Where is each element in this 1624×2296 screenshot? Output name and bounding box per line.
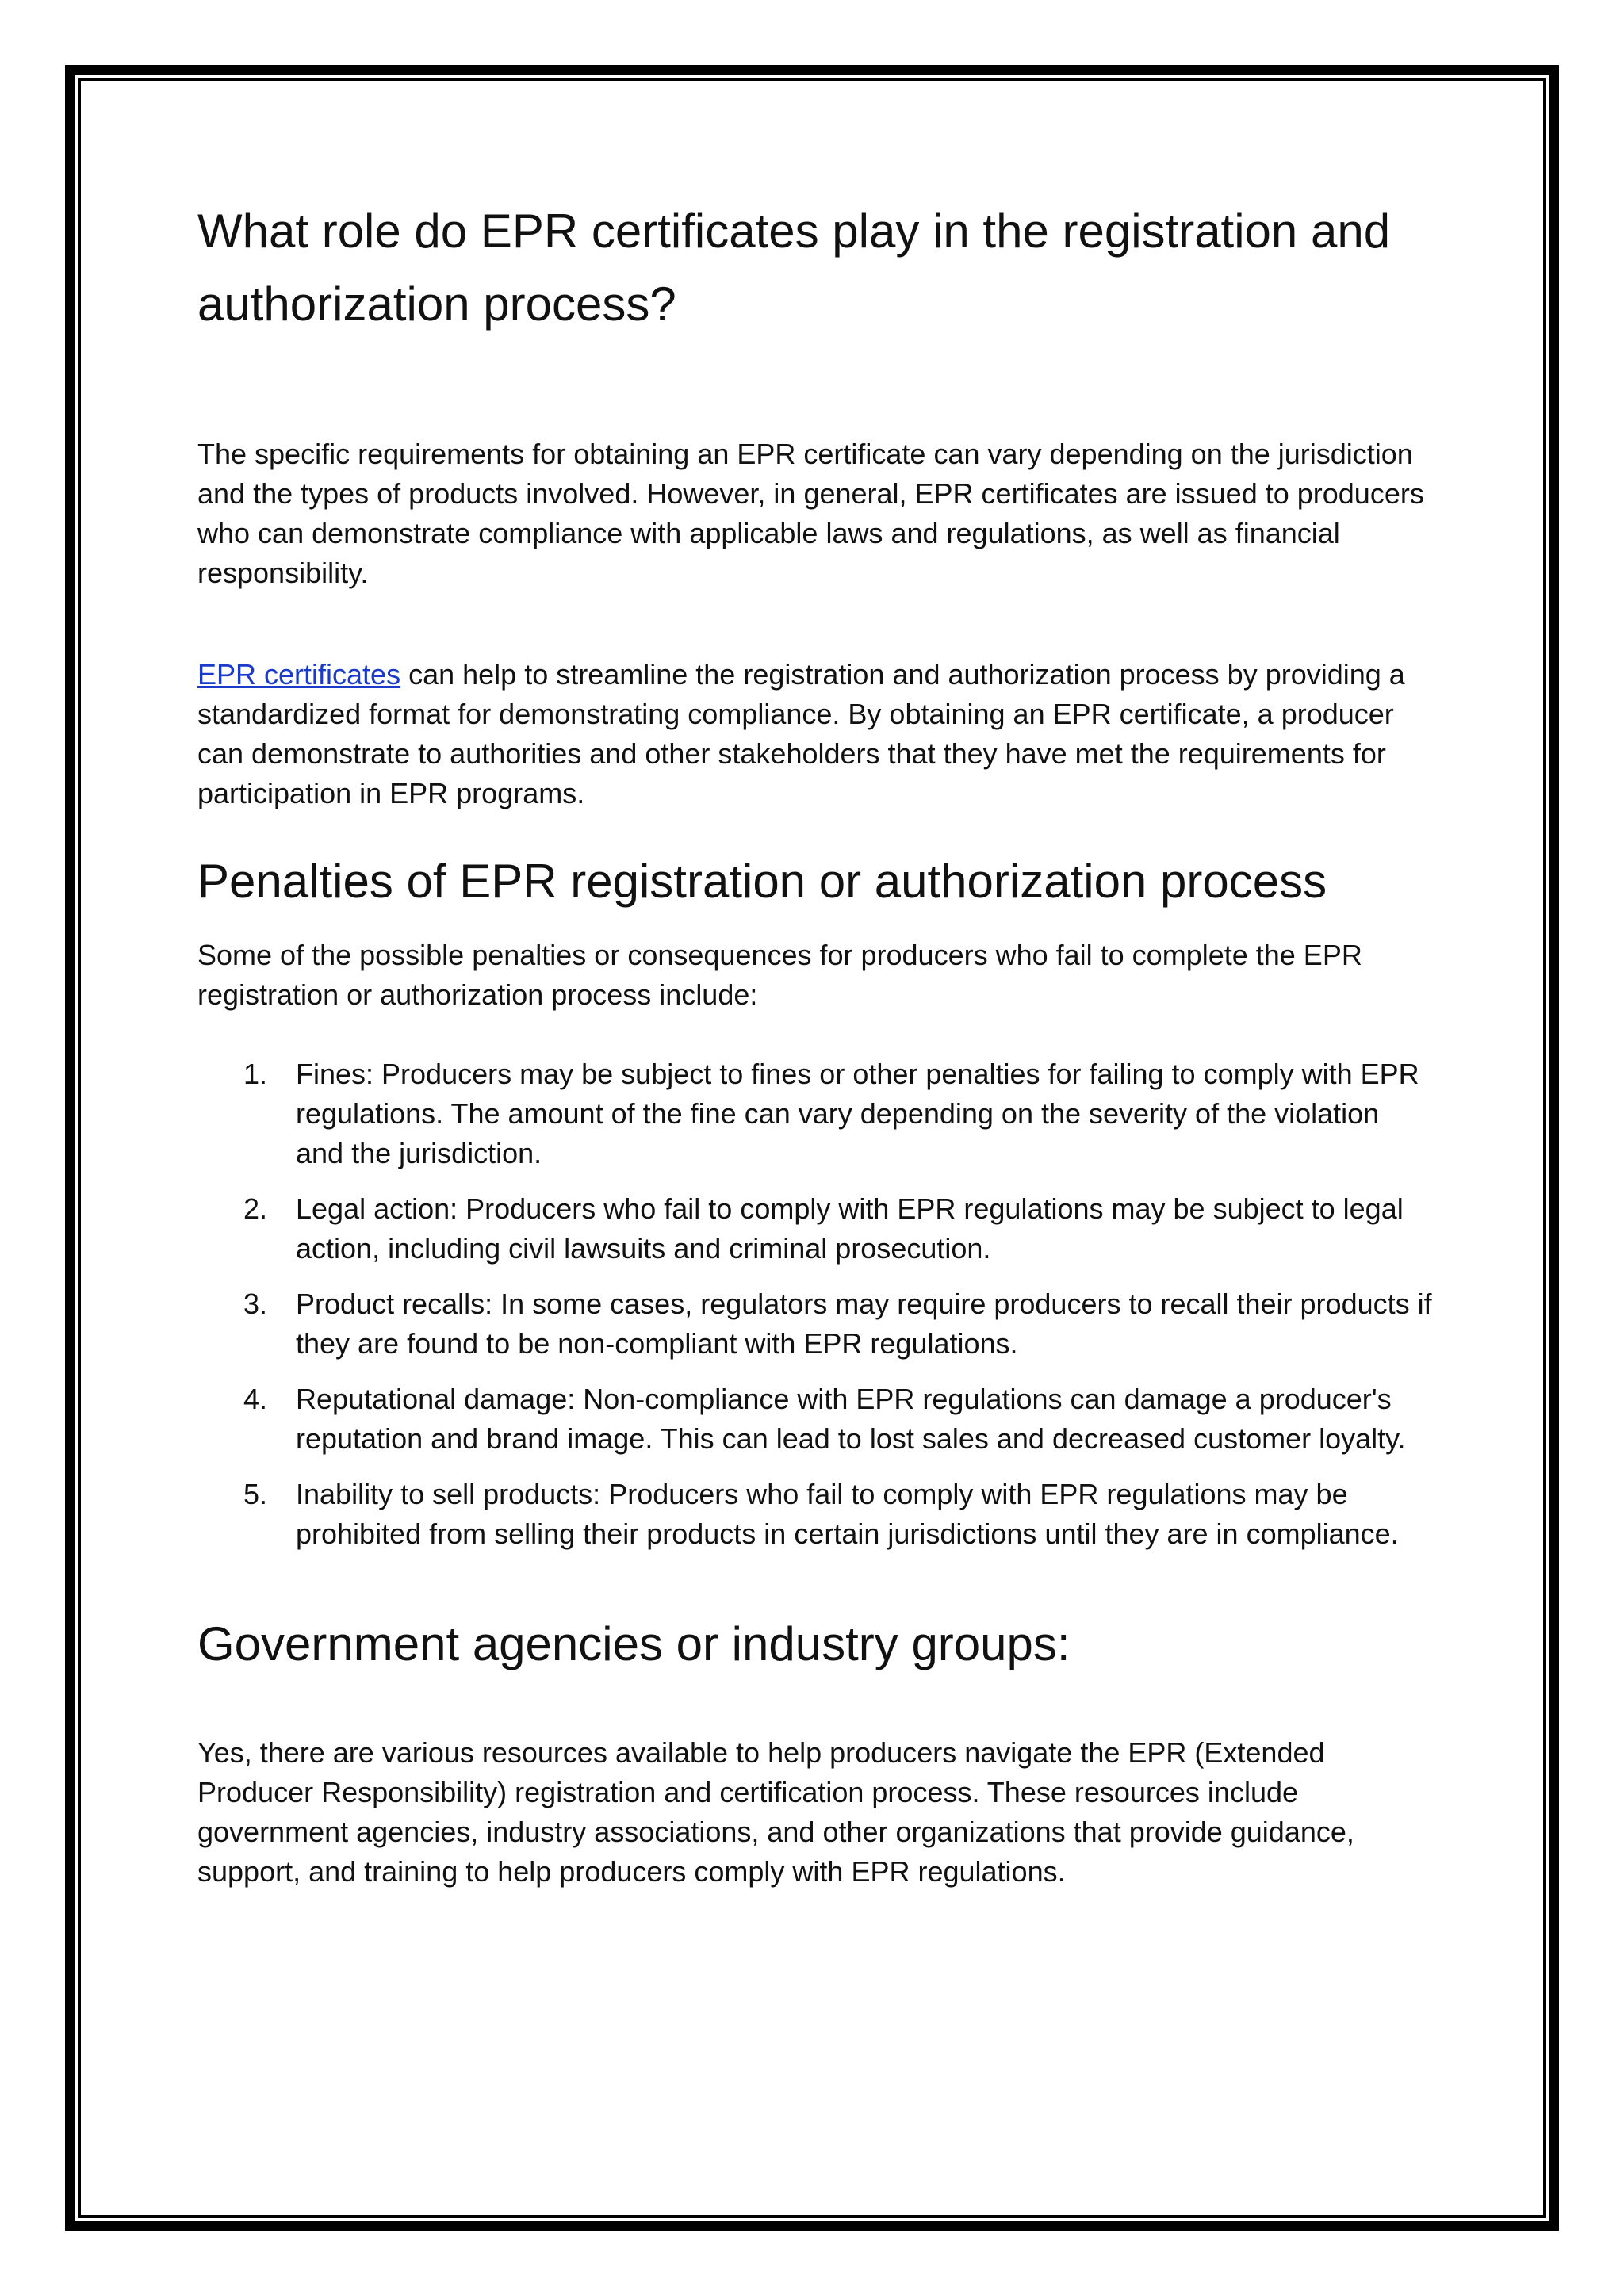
list-item [197, 1380, 1434, 1459]
paragraph-requirements: The specific requirements for obtaining an EPR certificate can vary depending on the jurisdiction and the types of products involved. However, in general, EPR certificates are issued to producers who can demonstrate compliance with applicable laws and regulations, as well as financial responsibility. [197, 438, 1424, 589]
list-item-number: 5. [243, 1478, 268, 1510]
list-item-number: 3. [243, 1288, 268, 1320]
heading-epr-certificates-role: What role do EPR certificates play in the registration and authorization process? [197, 205, 1391, 331]
heading-government-agencies: Government agencies or industry groups: [197, 1617, 1071, 1670]
paragraph-streamline-text: can help to streamline the registration and authorization process by providing a standardized format for demonstrating compliance. By obtaining an EPR certificate, a producer can demonstrate to authorities and other stakeholders that they have met the requirements for participation in EPR programs. [197, 658, 1405, 809]
list-item-text: Inability to sell products: Producers who fail to comply with EPR regulations may be prohibited from selling their products in certain jurisdictions until they are in compliance. [296, 1478, 1399, 1550]
list-item-text: Fines: Producers may be subject to fines or other penalties for failing to comply with EPR regulations. The amount of the fine can vary depending on the severity of the violation and the jurisdiction. [296, 1058, 1419, 1169]
list-item-number: 4. [243, 1383, 268, 1415]
list-item [197, 1475, 1434, 1554]
epr-certificates-link[interactable]: EPR certificates [197, 658, 401, 691]
list-item-text: Product recalls: In some cases, regulators may require producers to recall their products if they are found to be non-compliant with EPR regulations. [296, 1288, 1432, 1360]
paragraph-resources: Yes, there are various resources available to help producers navigate the EPR (Extended Producer Responsibility) registration and certification process. These resources include government agencies, industry associations, and other organizations that provide guidance, support, and training to help producers comply with EPR regulations. [197, 1736, 1354, 1888]
list-item-text: Reputational damage: Non-compliance with EPR regulations can damage a producer's reputation and brand image. This can lead to lost sales and decreased customer loyalty. [296, 1383, 1406, 1455]
paragraph-penalties-intro: Some of the possible penalties or consequences for producers who fail to complete the EPR registration or authorization process include: [197, 939, 1362, 1011]
document-content [197, 195, 1434, 1892]
paragraph-streamline [197, 655, 1434, 813]
list-item [197, 1284, 1434, 1364]
heading-penalties: Penalties of EPR registration or authorization process [197, 855, 1327, 908]
list-item-number: 1. [243, 1058, 268, 1090]
list-item-number: 2. [243, 1192, 268, 1225]
penalties-list [197, 1054, 1434, 1554]
list-item [197, 1054, 1434, 1173]
list-item [197, 1189, 1434, 1269]
list-item-text: Legal action: Producers who fail to comply with EPR regulations may be subject to legal action, including civil lawsuits and criminal prosecution. [296, 1192, 1404, 1265]
